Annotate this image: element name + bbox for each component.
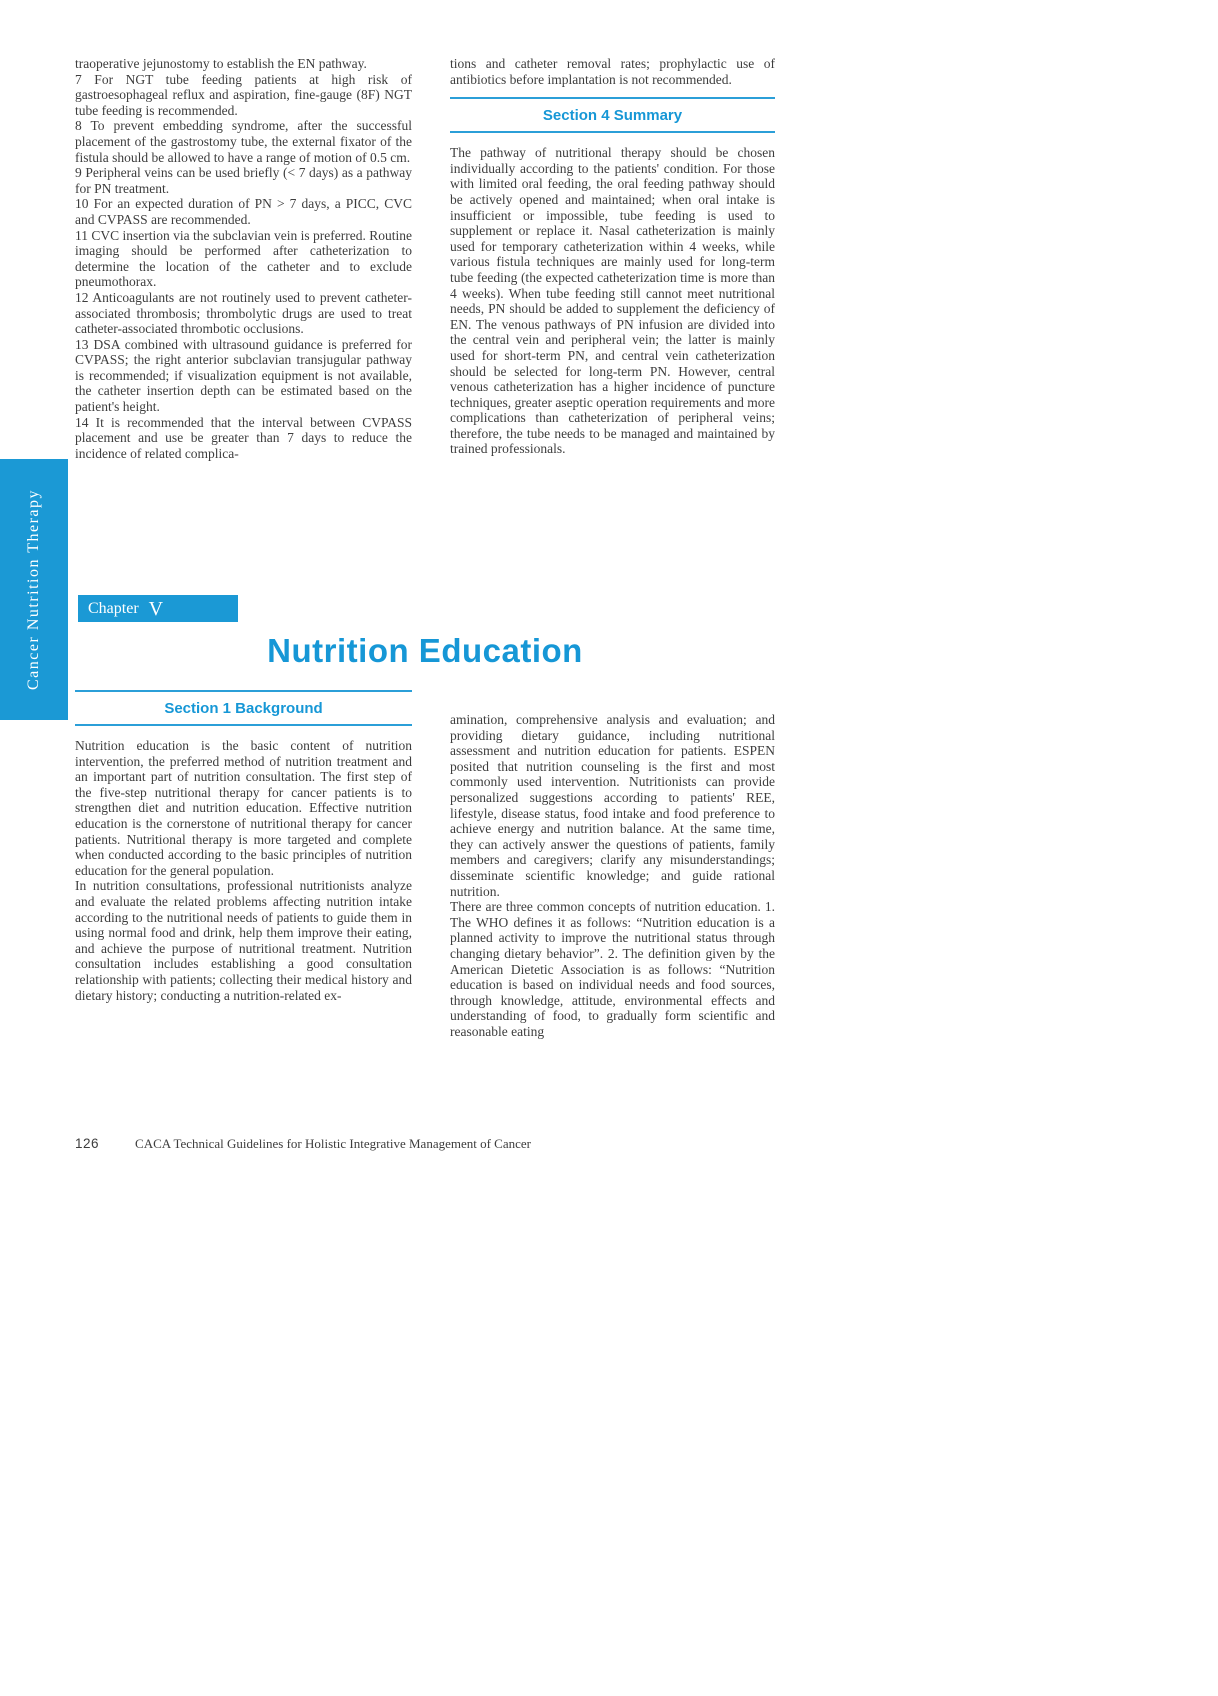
paragraph: Nutrition education is the basic content of nutrition intervention, the preferred method of nutrition treatment and an important part of nutrition consultation. The first step of the five-step nutritional therapy for cancer patients is to strengthen diet and nutrition education. Effective nutrition education is the cornerstone of nutritional therapy for cancer patients. Nutritional therapy is more targeted and complete when conducted according to the basic principles of nutrition education for the general population. [75, 738, 412, 878]
chapter-title: Nutrition Education [267, 632, 583, 669]
page-number: 126 [75, 1136, 100, 1151]
section1-right-column [450, 690, 775, 1039]
paragraph: 9 Peripheral veins can be used briefly (< 7 days) as a pathway for PN treatment. [75, 165, 412, 196]
paragraph: amination, comprehensive analysis and evaluation; and providing dietary guidance, including nutritional assessment and nutrition education for patients. ESPEN posited that nutrition counseling is the first and most commonly used intervention. Nutritionists can provide personalized suggestions according to patients' REE, lifestyle, disease status, food intake and food preference to achieve energy and nutrition balance. At the same time, they can actively answer the questions of patients, family members and caregivers; clarify any misunderstandings; disseminate scientific knowledge; and guide rational nutrition. [450, 712, 775, 899]
chapter-badge-numeral: V [148, 597, 164, 620]
top-left-column [75, 56, 412, 461]
chapter-edge-tab-label: Cancer Nutrition Therapy [25, 489, 42, 690]
paragraph: The pathway of nutritional therapy should be chosen individually according to the patients' condition. For those with limited oral feeding, the oral feeding pathway should be actively opened and maintained; when oral intake is insufficient or impossible, tube feeding is used to supplement or replace it. Nasal catheterization is mainly used for temporary catheterization within 4 weeks, while various fistula techniques are mainly used for long-term tube feeding (the expected catheterization time is more than 4 weeks). When tube feeding still cannot meet nutritional needs, PN should be added to supplement the deficiency of EN. The venous pathways of PN infusion are divided into the central vein and peripheral vein; the latter is mainly used for short-term PN, and central vein catheterization should be selected for long-term PN. However, central venous catheterization has a higher incidence of puncture techniques, greater aseptic operation requirements and more complications than catheterization of peripheral veins; therefore, the tube needs to be managed and maintained by trained professionals. [450, 145, 775, 457]
paragraph: 12 Anticoagulants are not routinely used to prevent catheter-associated thrombosis; thrombolytic drugs are used to treat catheter-associated thrombotic occlusions. [75, 289, 412, 337]
top-text-section [75, 56, 775, 461]
paragraph: In nutrition consultations, professional nutritionists analyze and evaluate the related problems affecting nutrition intake according to the nutritional needs of patients to guide them in using normal food and drink, help them improve their eating, and achieve the purpose of nutritional treatment. Nutrition consultation includes establishing a good consultation relationship with patients; collecting their medical history and dietary history; conducting a nutrition-related ex- [75, 878, 412, 1003]
chapter-badge [78, 595, 238, 622]
paragraph: 11 CVC insertion via the subclavian vein is preferred. Routine imaging should be performed after catheterization to determine the location of the catheter and to exclude pneumothorax. [75, 227, 412, 290]
paragraph: 13 DSA combined with ultrasound guidance is preferred for CVPASS; the right anterior subclavian transjugular pathway is recommended; if visualization equipment is not available, the catheter insertion depth can be estimated based on the patient's height. [75, 336, 412, 415]
chapter-edge-tab [0, 459, 68, 720]
paragraph: traoperative jejunostomy to establish the EN pathway. [75, 56, 367, 71]
paragraph: 14 It is recommended that the interval between CVPASS placement and use be greater than 7 days to reduce the incidence of related complica- [75, 414, 412, 461]
paragraph: 7 For NGT tube feeding patients at high risk of gastroesophageal reflux and aspiration, fine-gauge (8F) NGT tube feeding is recommended. [75, 71, 412, 118]
paragraph: tions and catheter removal rates; prophylactic use of antibiotics before implantation is not recommended. [450, 56, 775, 87]
page-footer [75, 1136, 531, 1152]
section-4-summary-header: Section 4 Summary [450, 97, 775, 133]
section-1-background-header: Section 1 Background [75, 690, 412, 726]
section-1-text-section [75, 690, 775, 1039]
paragraph: There are three common concepts of nutrition education. 1. The WHO defines it as follows: “Nutrition education is a planned activity to improve the nutritional status through changing dietary behavior”. 2. The definition given by the American Dietetic Association is as follows: “Nutrition education is based on individual needs and food sources, through knowledge, attitude, environmental effects and understanding of food, to gradually form scientific and reasonable eating [450, 899, 775, 1039]
chapter-badge-label: Chapter [88, 599, 139, 617]
top-right-column [450, 56, 775, 457]
running-book-title: CACA Technical Guidelines for Holistic Integrative Management of Cancer [135, 1136, 531, 1151]
section1-left-column [75, 690, 412, 1003]
paragraph: 10 For an expected duration of PN > 7 days, a PICC, CVC and CVPASS are recommended. [75, 196, 412, 227]
paragraph: 8 To prevent embedding syndrome, after the successful placement of the gastrostomy tube, the external fixator of the fistula should be allowed to have a range of motion of 0.5 cm. [75, 118, 412, 165]
